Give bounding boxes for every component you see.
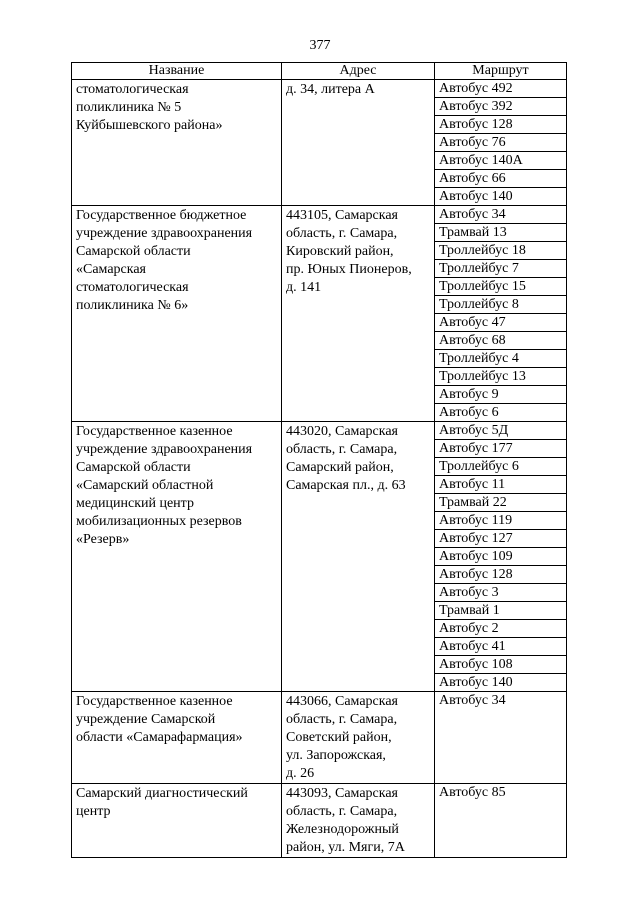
address-text: д. 34, литера А — [286, 82, 375, 97]
route-item: Автобус 177 — [435, 440, 566, 458]
route-item: Автобус 140 — [439, 675, 513, 690]
route-item: Троллейбус 7 — [435, 260, 566, 278]
header-route: Маршрут — [435, 63, 567, 80]
address-cell — [282, 422, 435, 692]
address-text: 443020, Самарская область, г. Самара, Самарский район, Самарская пл., д. 63 — [286, 424, 406, 493]
route-item: Троллейбус 13 — [435, 368, 566, 386]
address-cell — [282, 784, 435, 858]
route-item: Автобус 5Д — [435, 422, 566, 440]
route-item: Автобус 109 — [435, 548, 566, 566]
route-item: Автобус 3 — [435, 584, 566, 602]
routes-cell — [435, 784, 567, 858]
table-header — [72, 63, 567, 80]
route-item: Автобус 2 — [435, 620, 566, 638]
address-text: 443093, Самарская область, г. Самара, Железнодорожный район, ул. Мяги, 7А — [286, 786, 405, 855]
route-item: Автобус 66 — [435, 170, 566, 188]
table-row — [72, 692, 567, 784]
route-item: Автобус 9 — [435, 386, 566, 404]
institution-name-cell — [72, 422, 282, 692]
table-row — [72, 784, 567, 858]
routes-cell — [435, 692, 567, 784]
institution-name-cell — [72, 692, 282, 784]
route-item: Автобус 392 — [435, 98, 566, 116]
header-address: Адрес — [282, 63, 435, 80]
route-item: Автобус 128 — [435, 116, 566, 134]
table-row — [72, 80, 567, 206]
route-item: Автобус 492 — [435, 80, 566, 98]
page-number: 377 — [309, 38, 331, 53]
table-row — [72, 206, 567, 422]
address-cell — [282, 692, 435, 784]
route-item: Трамвай 22 — [435, 494, 566, 512]
institution-name-cell — [72, 206, 282, 422]
institution-name: стоматологическая поликлиника № 5 Куйбышевского района» — [76, 82, 223, 133]
route-item: Автобус 76 — [435, 134, 566, 152]
route-item: Автобус 41 — [435, 638, 566, 656]
institution-name: Самарский диагностический центр — [76, 786, 248, 819]
address-text: 443105, Самарская область, г. Самара, Кировский район, пр. Юных Пионеров, д. 141 — [286, 208, 412, 295]
routes-cell — [435, 206, 567, 422]
route-item: Автобус 11 — [435, 476, 566, 494]
institution-name: Государственное казенное учреждение здравоохранения Самарской области «Самарский областной медицинский центр мобилизационных резервов «Резерв» — [76, 424, 253, 547]
institution-name: Государственное бюджетное учреждение здравоохранения Самарской области «Самарская стоматологическая поликлиника № 6» — [76, 208, 253, 313]
route-item: Автобус 34 — [439, 693, 506, 708]
route-item: Автобус 140 — [439, 189, 513, 204]
table-row — [72, 422, 567, 692]
route-item: Трамвай 13 — [435, 224, 566, 242]
address-text: 443066, Самарская область, г. Самара, Советский район, ул. Запорожская, д. 26 — [286, 694, 398, 781]
routes-cell — [435, 80, 567, 206]
route-item: Автобус 140А — [435, 152, 566, 170]
route-item: Автобус 128 — [435, 566, 566, 584]
table-body — [72, 80, 567, 858]
route-item: Троллейбус 18 — [435, 242, 566, 260]
routes-cell — [435, 422, 567, 692]
route-item: Автобус 127 — [435, 530, 566, 548]
address-cell — [282, 80, 435, 206]
route-item: Автобус 108 — [435, 656, 566, 674]
route-item: Автобус 119 — [435, 512, 566, 530]
institution-name: Государственное казенное учреждение Самарской области «Самарафармация» — [76, 694, 243, 745]
route-item: Автобус 47 — [435, 314, 566, 332]
institutions-table — [71, 62, 567, 858]
route-item: Автобус 68 — [435, 332, 566, 350]
route-item: Автобус 85 — [439, 785, 506, 800]
address-cell — [282, 206, 435, 422]
header-row — [72, 63, 567, 80]
route-item: Трамвай 1 — [435, 602, 566, 620]
route-item: Троллейбус 15 — [435, 278, 566, 296]
route-item: Троллейбус 6 — [435, 458, 566, 476]
header-name: Название — [72, 63, 282, 80]
route-item: Троллейбус 4 — [435, 350, 566, 368]
route-item: Троллейбус 8 — [435, 296, 566, 314]
route-item: Автобус 6 — [439, 405, 499, 420]
institution-name-cell — [72, 784, 282, 858]
route-item: Автобус 34 — [435, 206, 566, 224]
institution-name-cell — [72, 80, 282, 206]
